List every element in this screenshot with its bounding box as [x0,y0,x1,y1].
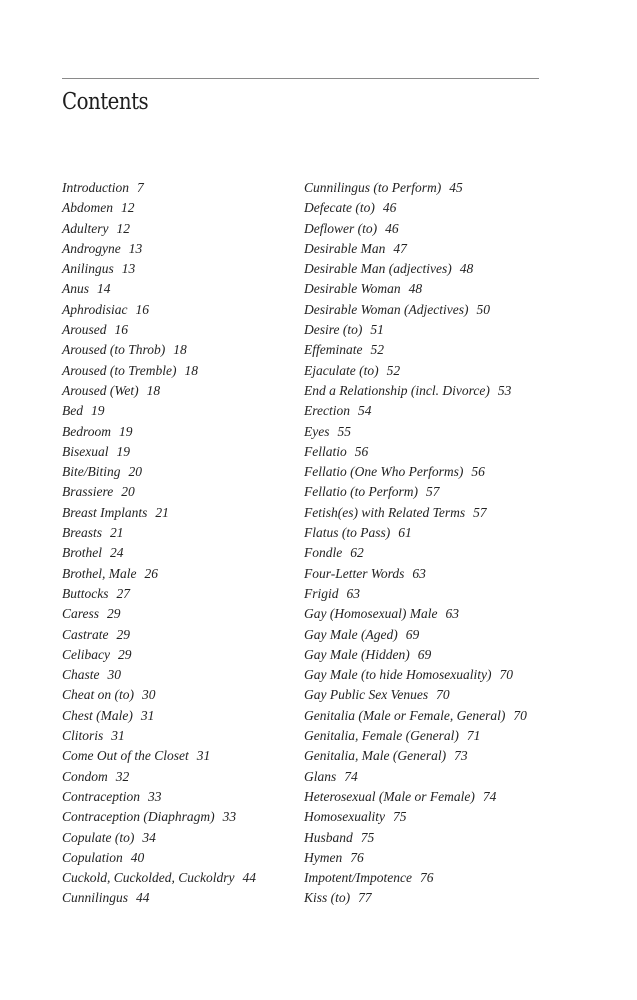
toc-entry-title: Buttocks [62,585,109,601]
toc-entry-title: Copulation [62,849,123,865]
toc-entry [62,300,292,320]
toc-entry-page: 57 [425,484,440,500]
toc-entry [62,706,292,726]
toc-entry-title: Gay Public Sex Venues [304,687,429,703]
toc-entry [62,320,292,340]
toc-entry-title: Clitoris [62,728,104,744]
toc-entry-title: Cuckold, Cuckolded, Cuckoldry [62,870,235,886]
toc-entry-title: End a Relationship (incl. Divorce) [304,382,490,398]
toc-entry-title: Deflower (to) [304,220,378,236]
toc-entry-title: Aroused (Wet) [62,382,139,398]
toc-entry-page: 45 [449,180,463,195]
toc-entry-page: 18 [146,382,161,398]
toc-entry-page: 56 [471,464,485,480]
toc-entry-page: 31 [111,728,125,744]
toc-entry-page: 33 [148,788,162,804]
toc-entry-page: 40 [130,849,145,865]
toc-entry-title: Cunnilingus (to Perform) [304,180,442,195]
toc-entry [62,828,292,848]
toc-entry [62,746,292,766]
toc-entry-page: 77 [358,890,372,906]
toc-entry-title: Cunnilingus [62,890,129,906]
toc-entry-page: 63 [412,565,426,581]
toc-entry-page: 12 [121,200,135,216]
toc-entry [304,259,604,279]
toc-entry [304,178,604,198]
toc-entry-title: Chest (Male) [62,707,133,723]
toc-entry [304,442,604,462]
toc-entry-title: Genitalia, Male (General) [304,748,447,764]
toc-entry-title: Husband [304,829,353,845]
toc-entry-page: 56 [354,443,369,459]
toc-entry [62,361,292,381]
toc-entry-title: Homosexuality [304,809,385,825]
toc-entry [304,706,604,726]
toc-entry-title: Bite/Biting [62,464,121,480]
toc-entry [62,604,292,624]
toc-entry-page: 21 [155,504,169,520]
toc-entry-page: 46 [385,220,399,236]
toc-entry [62,503,292,523]
toc-entry-page: 63 [346,585,361,601]
toc-entry-title: Desirable Man (adjectives) [304,261,452,277]
toc-entry [304,726,604,746]
toc-entry [62,584,292,604]
toc-entry [304,340,604,360]
toc-entry [62,543,292,563]
toc-entry [304,564,604,584]
toc-entry [304,361,604,381]
toc-entry-page: 74 [482,788,497,804]
toc-entry-page: 48 [459,261,474,277]
toc-entry [62,401,292,421]
toc-entry-page: 32 [115,768,130,784]
toc-entry-title: Come Out of the Closet [62,748,189,764]
toc-entry-page: 29 [116,626,131,642]
toc-entry [304,868,604,888]
header-rule [62,78,539,79]
toc-entry [304,685,604,705]
toc-entry-page: 12 [116,220,130,236]
toc-entry-title: Glans [304,768,337,784]
toc-entry-page: 20 [121,484,135,500]
toc-entry-title: Kiss (to) [304,890,351,906]
toc-entry-page: 73 [454,748,468,764]
toc-entry-title: Fellatio (to Perform) [304,484,418,500]
toc-entry [62,422,292,442]
toc-entry [304,787,604,807]
toc-entry [62,259,292,279]
toc-entry-page: 30 [142,687,156,703]
toc-entry-page: 33 [222,809,237,825]
toc-entry [304,807,604,827]
toc-entry-title: Brassiere [62,484,114,500]
toc-entry-title: Fondle [304,545,343,561]
toc-entry [62,787,292,807]
toc-entry-title: Caress [62,606,100,622]
toc-entry-page: 70 [436,687,450,703]
toc-entry-title: Flatus (to Pass) [304,525,391,541]
toc-entry [304,422,604,442]
toc-entry-title: Gay Male (to hide Homosexuality) [304,667,492,683]
toc-entry-title: Condom [62,768,108,784]
toc-entry-page: 29 [107,606,121,622]
toc-entry [304,543,604,563]
toc-entry-title: Gay (Homosexual) Male [304,606,438,622]
toc-entry-title: Contraception [62,788,140,804]
toc-entry-page: 54 [357,403,372,419]
toc-entry [304,888,604,908]
toc-entry-page: 74 [344,768,358,784]
toc-entry [304,320,604,340]
toc-entry-title: Aroused (to Throb) [62,342,166,358]
toc-entry-page: 7 [137,180,144,195]
toc-entry-page: 19 [119,423,133,439]
toc-entry-title: Frigid [304,585,339,601]
toc-entry-page: 47 [393,240,407,256]
toc-entry-page: 18 [184,362,198,378]
toc-entry-title: Hymen [304,849,343,865]
contents-column-right [304,178,604,909]
toc-entry [304,482,604,502]
toc-entry [62,523,292,543]
toc-entry [304,746,604,766]
toc-entry [62,726,292,746]
toc-entry [62,340,292,360]
toc-entry-page: 61 [398,525,412,541]
toc-entry [62,564,292,584]
toc-entry [62,381,292,401]
toc-entry-page: 21 [110,525,124,541]
toc-entry-page: 55 [337,423,351,439]
toc-entry-title: Impotent/Impotence [304,870,412,886]
toc-entry-page: 62 [350,545,364,561]
toc-entry-page: 69 [405,626,420,642]
toc-entry [304,279,604,299]
toc-entry [304,198,604,218]
toc-entry-title: Desirable Woman [304,281,401,297]
toc-entry [304,401,604,421]
toc-entry-page: 48 [408,281,423,297]
toc-entry-page: 44 [136,890,150,906]
toc-entry-title: Fellatio [304,443,347,459]
toc-entry [304,300,604,320]
page-title: Contents [62,89,149,115]
toc-entry-title: Breasts [62,525,102,541]
toc-entry-page: 44 [242,870,256,886]
toc-entry [304,239,604,259]
toc-entry-page: 52 [370,342,384,358]
toc-entry-title: Anus [62,281,89,297]
toc-entry [62,807,292,827]
contents-column-left [62,178,292,909]
toc-entry-title: Aroused (to Tremble) [62,362,177,378]
toc-entry-title: Contraception (Diaphragm) [62,809,215,825]
toc-entry [304,645,604,665]
toc-entry-title: Celibacy [62,646,110,662]
toc-entry [62,442,292,462]
toc-entry-page: 52 [386,362,401,378]
toc-entry-title: Androgyne [62,240,121,256]
toc-entry-title: Bedroom [62,423,111,439]
toc-entry-page: 76 [419,870,434,886]
toc-entry-page: 50 [476,301,490,317]
toc-entry-page: 71 [466,728,481,744]
toc-entry-page: 57 [473,504,487,520]
toc-entry [304,767,604,787]
toc-entry-page: 16 [135,301,149,317]
toc-entry-title: Effeminate [304,342,363,358]
toc-entry-page: 53 [497,382,512,398]
toc-entry-title: Breast Implants [62,504,148,520]
toc-entry [304,848,604,868]
toc-entry [62,888,292,908]
toc-entry [62,279,292,299]
toc-entry-page: 27 [116,585,130,601]
toc-entry [304,828,604,848]
toc-entry-page: 24 [110,545,124,561]
toc-entry-title: Eyes [304,423,330,439]
toc-entry [304,219,604,239]
toc-entry-title: Defecate (to) [304,200,375,216]
toc-entry-title: Copulate (to) [62,829,135,845]
toc-entry-page: 14 [97,281,111,297]
toc-entry [62,767,292,787]
toc-entry-title: Adultery [62,220,109,236]
toc-entry-title: Bisexual [62,443,109,459]
toc-entry-page: 75 [392,809,407,825]
toc-entry [304,604,604,624]
toc-entry [62,178,292,198]
toc-entry-page: 30 [107,667,122,683]
toc-entry-title: Castrate [62,626,109,642]
toc-entry-title: Brothel [62,545,102,561]
toc-entry-title: Bed [62,403,83,419]
toc-entry-page: 26 [144,565,158,581]
toc-entry-page: 20 [128,464,142,480]
toc-entry-title: Gay Male (Hidden) [304,646,410,662]
toc-entry [304,584,604,604]
toc-entry-page: 75 [360,829,375,845]
toc-entry-title: Desirable Man [304,240,386,256]
toc-entry-title: Introduction [62,180,129,195]
toc-entry [304,665,604,685]
toc-entry-title: Ejaculate (to) [304,362,379,378]
toc-entry-page: 18 [173,342,187,358]
toc-entry [304,503,604,523]
toc-entry-title: Fetish(es) with Related Terms [304,504,466,520]
toc-entry-page: 31 [140,707,155,723]
toc-entry-page: 19 [116,443,130,459]
toc-entry-title: Aphrodisiac [62,301,128,317]
toc-entry-page: 70 [513,707,527,723]
toc-entry [62,625,292,645]
toc-entry-page: 70 [499,667,513,683]
toc-entry-page: 46 [382,200,397,216]
toc-entry-title: Desire (to) [304,322,363,338]
toc-entry-page: 69 [417,646,432,662]
toc-entry-page: 19 [91,403,105,419]
toc-entry-title: Genitalia (Male or Female, General) [304,707,506,723]
toc-entry [62,198,292,218]
toc-entry [62,645,292,665]
toc-entry-title: Anilingus [62,261,114,277]
toc-entry [304,381,604,401]
toc-entry-title: Brothel, Male [62,565,137,581]
toc-entry-page: 13 [128,240,143,256]
toc-entry-title: Abdomen [62,200,113,216]
toc-entry-page: 63 [445,606,459,622]
toc-entry-title: Aroused [62,322,107,338]
toc-entry [62,462,292,482]
toc-entry [304,625,604,645]
toc-entry-title: Gay Male (Aged) [304,626,398,642]
toc-entry-page: 51 [370,322,384,338]
toc-entry [62,239,292,259]
toc-entry-title: Fellatio (One Who Performs) [304,464,464,480]
toc-entry-page: 76 [350,849,364,865]
toc-entry [62,685,292,705]
toc-entry-title: Erection [304,403,350,419]
toc-entry-title: Desirable Woman (Adjectives) [304,301,469,317]
toc-entry [62,219,292,239]
toc-entry-title: Chaste [62,667,100,683]
toc-entry [62,848,292,868]
toc-entry-page: 29 [117,646,132,662]
toc-entry-page: 34 [142,829,156,845]
toc-entry [62,482,292,502]
toc-entry [304,462,604,482]
toc-entry-page: 13 [121,261,136,277]
toc-entry-title: Four-Letter Words [304,565,405,581]
toc-entry-title: Heterosexual (Male or Female) [304,788,475,804]
toc-entry-page: 16 [114,322,128,338]
toc-entry [62,868,292,888]
toc-entry-page: 31 [196,748,211,764]
toc-entry [304,523,604,543]
toc-entry-title: Cheat on (to) [62,687,134,703]
toc-entry [62,665,292,685]
toc-entry-title: Genitalia, Female (General) [304,728,459,744]
